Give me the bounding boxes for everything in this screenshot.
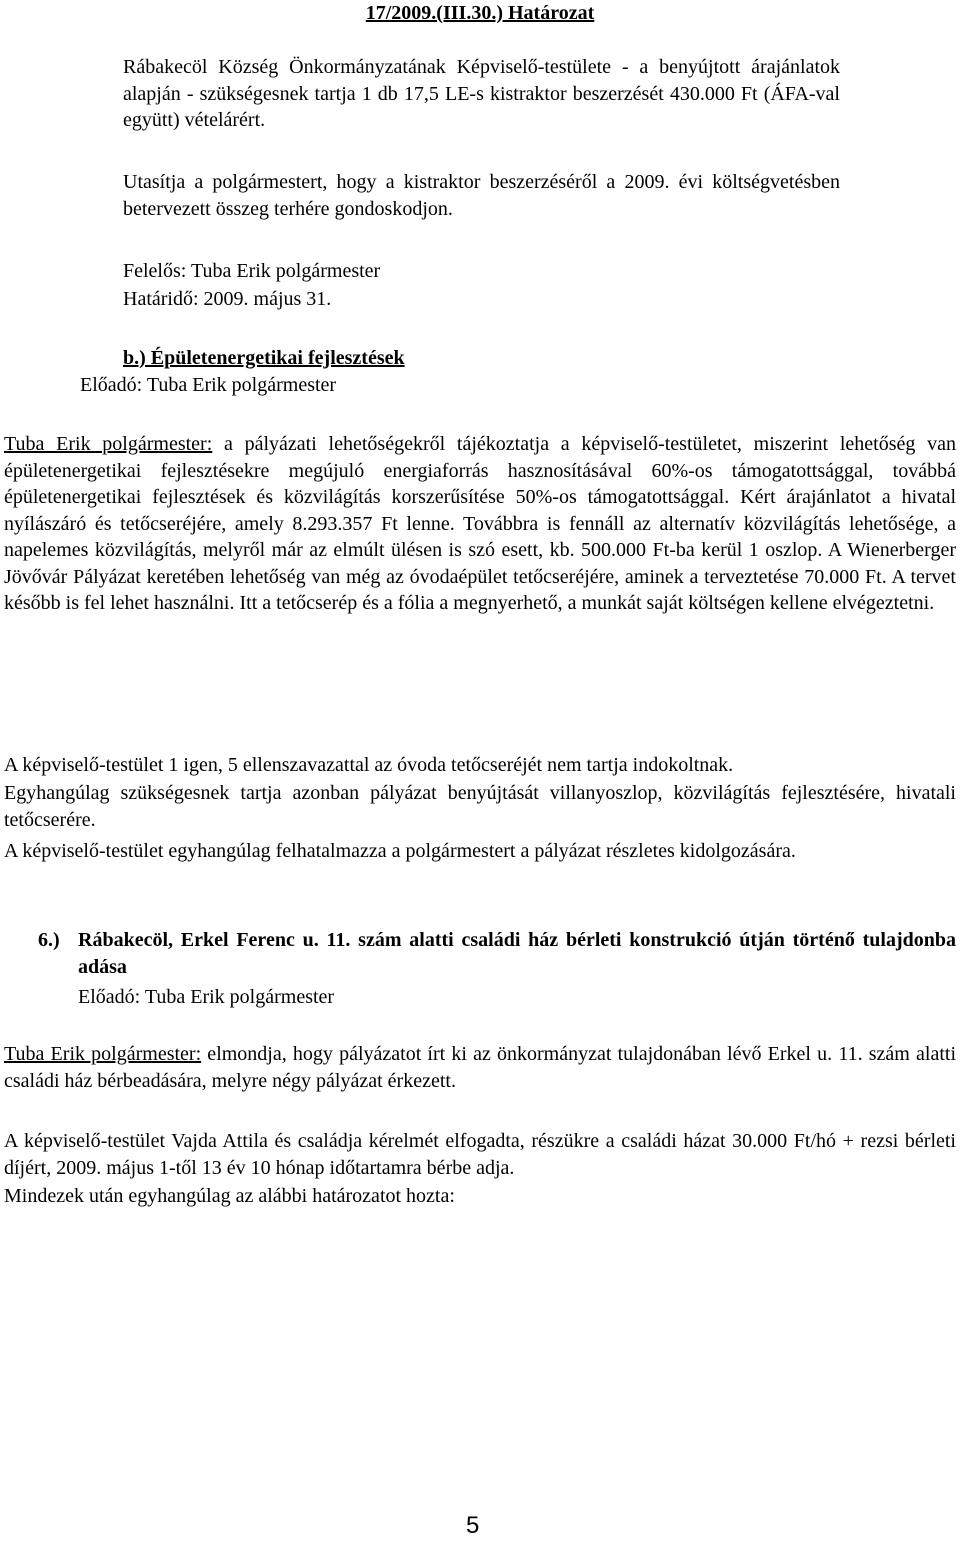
section-b-presenter: Előadó: Tuba Erik polgármester: [80, 374, 337, 396]
resolution-text: Rábakecöl Község Önkormányzatának Képviselő-testülete - a benyújtott árajánlatok alapján - szükségesnek tartja 1 db 17,5 LE-s kistraktor beszerzését 430.000 Ft (ÁFA-val együtt) vételárért.: [123, 56, 840, 131]
vote-2: Egyhangúlag szükségesnek tartja azonban pályázat benyújtását villanyoszlop, közvilágítás fejlesztésére, hivatali tetőcserére.: [4, 782, 956, 831]
deadline-line: Határidő: 2009. május 31.: [123, 288, 332, 310]
section-b-paragraph: [4, 431, 956, 617]
section-b-speaker: Tuba Erik polgármester:: [4, 433, 213, 455]
item-6-decision-1: A képviselő-testület Vajda Attila és családja kérelmét elfogadta, részükre a családi házat 30.000 Ft/hó + rezsi bérleti díjért, 2009. május 1-től 13 év 10 hónap időtartamra bérbe adja.: [4, 1130, 956, 1179]
item-6-paragraph: [4, 1041, 956, 1094]
item-6-body: elmondja, hogy pályázatot írt ki az önkormányzat tulajdonában lévő Erkel u. 11. szám alatti családi ház bérbeadására, melyre négy pályázat érkezett.: [4, 1043, 956, 1092]
vote-3: A képviselő-testület egyhangúlag felhatalmazza a polgármestert a pályázat részletes kidolgozására.: [4, 840, 796, 862]
item-6-decision-2: Mindezek után egyhangúlag az alábbi határozatot hozta:: [4, 1185, 455, 1207]
page-number: 5: [466, 1512, 480, 1539]
item-6-number: 6.): [38, 929, 60, 951]
responsible-line: Felelős: Tuba Erik polgármester: [123, 260, 381, 282]
item-6-speaker: Tuba Erik polgármester:: [4, 1043, 202, 1065]
item-6-presenter: Előadó: Tuba Erik polgármester: [78, 986, 335, 1008]
section-b-title: b.) Épületenergetikai fejlesztések: [123, 347, 405, 369]
resolution-heading: 17/2009.(III.30.) Határozat: [365, 2, 595, 24]
instruction-text: Utasítja a polgármestert, hogy a kistraktor beszerzéséről a 2009. évi költségvetésben betervezett összeg terhére gondoskodjon.: [123, 171, 840, 220]
section-b-body: a pályázati lehetőségekről tájékoztatja a képviselő-testületet, miszerint lehetőség van épületenergetikai fejlesztésekre megújuló energiaforrás hasznosításával 60%-os támogatottsággal, továbbá épületenergetikai fejlesztések és közvilágítás korszerűsítése 50%-os támogatottsággal. Kért árajánlatot a hivatal nyílászáró és tetőcseréjére, amely 8.293.357 Ft lenne. Továbbra is fennáll az alternatív közvilágítás lehetősége, a napelemes közvilágítás, melyről már az elmúlt ülésen is szó esett, kb. 500.000 Ft-ba kerül 1 oszlop. A Wienerberger Jövővár Pályázat keretében lehetőség van még az óvodaépület tetőcseréjére, aminek a terveztetése 70.000 Ft. A tervet később is fel lehet használni. Itt a tetőcserép és a fólia a megnyerhető, a munkát saját költségen kellene elvégeztetni.: [4, 433, 956, 614]
vote-1: A képviselő-testület 1 igen, 5 ellenszavazattal az óvoda tetőcseréjét nem tartja indokoltnak.: [4, 754, 734, 776]
item-6-title: Rábakecöl, Erkel Ferenc u. 11. szám alatti családi ház bérleti konstrukció útján történő tulajdonba adása: [78, 929, 956, 978]
